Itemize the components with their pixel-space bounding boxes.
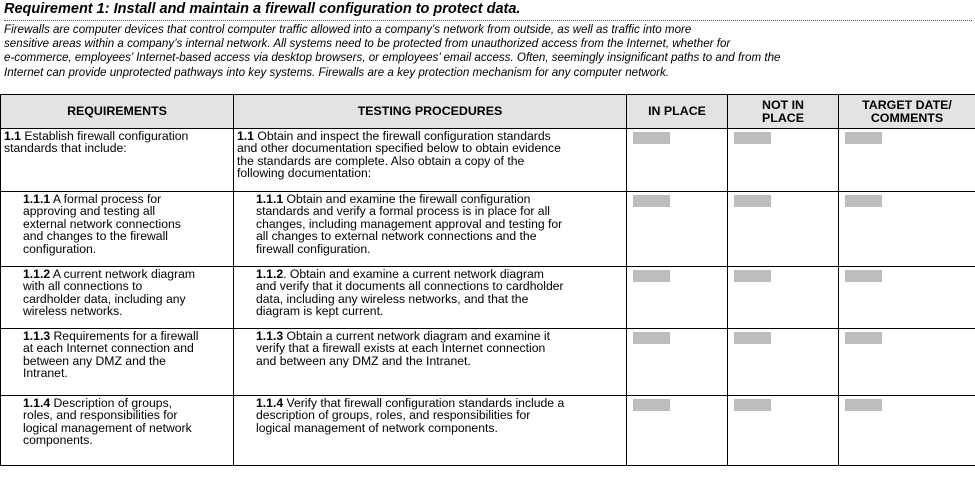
requirement-title: Requirement 1: Install and maintain a firewall configuration to protect data. bbox=[4, 0, 972, 21]
in-place-field[interactable] bbox=[633, 132, 670, 144]
requirement-text: Description of groups, bbox=[50, 396, 173, 410]
requirement-text: between any DMZ and the bbox=[23, 353, 166, 368]
header-target-date-comments bbox=[839, 95, 975, 129]
header-in-place: IN PLACE bbox=[627, 95, 728, 129]
target-date-field[interactable] bbox=[845, 132, 882, 144]
requirements-table bbox=[0, 94, 975, 466]
requirement-text: logical management of network bbox=[23, 420, 192, 435]
testing-procedure-cell bbox=[234, 267, 627, 329]
intro-line: Internet can provide unprotected pathways into key systems. Firewalls are a key protection mechanism for any computer network. bbox=[4, 65, 670, 79]
requirement-text: and changes to the firewall bbox=[23, 229, 168, 244]
requirement-text: external network connections bbox=[23, 216, 181, 231]
requirement-cell bbox=[1, 267, 234, 329]
procedure-text: firewall configuration. bbox=[256, 241, 371, 256]
target-date-cell[interactable] bbox=[839, 192, 975, 267]
requirement-text: at each Internet connection and bbox=[23, 341, 194, 356]
procedure-text: all changes to external network connections and the bbox=[256, 229, 537, 244]
not-in-place-cell[interactable] bbox=[728, 329, 839, 396]
procedure-number: 1.1.4 bbox=[256, 396, 284, 410]
procedure-text: . Obtain and examine a current network diagram bbox=[283, 267, 544, 281]
procedure-text: the standards are complete. Also obtain a copy of the bbox=[237, 153, 525, 168]
requirement-text: with all connections to bbox=[23, 279, 143, 294]
not-in-place-cell[interactable] bbox=[728, 129, 839, 192]
procedure-text: data, including any wireless networks, and that the bbox=[256, 291, 529, 306]
requirement-text: Requirements for a firewall bbox=[50, 329, 199, 343]
not-in-place-field[interactable] bbox=[734, 332, 771, 344]
requirement-number: 1.1.2 bbox=[23, 267, 51, 281]
requirement-number: 1.1.1 bbox=[23, 192, 51, 206]
header-testing-procedures: TESTING PROCEDURES bbox=[234, 95, 627, 129]
requirement-text: approving and testing all bbox=[23, 204, 156, 219]
requirement-number: 1.1.3 bbox=[23, 329, 51, 343]
in-place-field[interactable] bbox=[633, 270, 670, 282]
target-date-cell[interactable] bbox=[839, 267, 975, 329]
header-not-in-place bbox=[728, 95, 839, 129]
in-place-field[interactable] bbox=[633, 332, 670, 344]
testing-procedure-cell bbox=[234, 396, 627, 466]
procedure-text: Obtain a current network diagram and examine it bbox=[283, 329, 551, 343]
target-date-field[interactable] bbox=[845, 270, 882, 282]
not-in-place-field[interactable] bbox=[734, 399, 771, 411]
requirement-number: 1.1 bbox=[4, 129, 21, 143]
procedure-number: 1.1 bbox=[237, 129, 254, 143]
table-row bbox=[1, 192, 975, 267]
procedure-text: and other documentation specified below to obtain evidence bbox=[237, 141, 561, 156]
header-target-line: COMMENTS bbox=[870, 110, 944, 125]
procedure-text: Obtain and examine the firewall configuration bbox=[283, 192, 531, 206]
in-place-cell[interactable] bbox=[627, 396, 728, 466]
procedure-number: 1.1.1 bbox=[256, 192, 284, 206]
intro-line: sensitive areas within a company’s internal network. All systems need to be protected from unauthorized access from the Internet, whether for bbox=[4, 37, 731, 51]
not-in-place-field[interactable] bbox=[734, 270, 771, 282]
requirement-cell bbox=[1, 129, 234, 192]
requirement-text: Establish firewall configuration bbox=[20, 129, 189, 143]
intro-line: Firewalls are computer devices that control computer traffic allowed into a company’s network from outside, as well as traffic into more bbox=[4, 23, 692, 36]
in-place-cell[interactable] bbox=[627, 329, 728, 396]
requirement-text: standards that include: bbox=[4, 141, 127, 156]
procedure-number: 1.1.3 bbox=[256, 329, 284, 343]
in-place-field[interactable] bbox=[633, 195, 670, 207]
procedure-text: description of groups, roles, and responsibilities for bbox=[256, 408, 531, 423]
table-row bbox=[1, 329, 975, 396]
procedure-text: and verify that it documents all connections to cardholder bbox=[256, 279, 564, 294]
in-place-field[interactable] bbox=[633, 399, 670, 411]
table-row bbox=[1, 396, 975, 466]
requirement-text: roles, and responsibilities for bbox=[23, 408, 178, 423]
not-in-place-cell[interactable] bbox=[728, 396, 839, 466]
not-in-place-cell[interactable] bbox=[728, 267, 839, 329]
not-in-place-field[interactable] bbox=[734, 132, 771, 144]
table-header-row bbox=[1, 95, 975, 129]
header-not-in-place-line: PLACE bbox=[762, 110, 804, 125]
table-row bbox=[1, 129, 975, 192]
testing-procedure-cell bbox=[234, 192, 627, 267]
procedure-text: standards and verify a formal process is in place for all bbox=[256, 204, 550, 219]
intro-paragraph bbox=[4, 23, 970, 80]
procedure-text: diagram is kept current. bbox=[256, 304, 384, 319]
requirement-text: A formal process for bbox=[50, 192, 162, 206]
target-date-cell[interactable] bbox=[839, 396, 975, 466]
requirement-text: cardholder data, including any bbox=[23, 291, 186, 306]
in-place-cell[interactable] bbox=[627, 192, 728, 267]
in-place-cell[interactable] bbox=[627, 129, 728, 192]
procedure-text: verify that a firewall exists at each Internet connection bbox=[256, 341, 546, 356]
target-date-field[interactable] bbox=[845, 195, 882, 207]
procedure-number: 1.1.2 bbox=[256, 267, 284, 281]
requirement-number: 1.1.4 bbox=[23, 396, 51, 410]
not-in-place-cell[interactable] bbox=[728, 192, 839, 267]
not-in-place-field[interactable] bbox=[734, 195, 771, 207]
procedure-text: Obtain and inspect the firewall configuration standards bbox=[253, 129, 551, 143]
requirement-text: wireless networks. bbox=[23, 304, 123, 319]
header-target-line: TARGET DATE/ bbox=[862, 97, 952, 112]
header-requirements: REQUIREMENTS bbox=[1, 95, 234, 129]
requirement-text: Intranet. bbox=[23, 366, 68, 381]
requirement-text: A current network diagram bbox=[50, 267, 196, 281]
procedure-text: logical management of network components. bbox=[256, 420, 498, 435]
procedure-text: changes, including management approval and testing for bbox=[256, 216, 563, 231]
header-not-in-place-line: NOT IN bbox=[762, 97, 804, 112]
requirement-cell bbox=[1, 329, 234, 396]
target-date-cell[interactable] bbox=[839, 129, 975, 192]
requirement-cell bbox=[1, 396, 234, 466]
procedure-text: Verify that firewall configuration standards include a bbox=[283, 396, 565, 410]
intro-line: e-commerce, employees’ Internet-based access via desktop browsers, or employees’ email access. Often, seemingly insignificant paths to and from the bbox=[4, 51, 781, 65]
target-date-field[interactable] bbox=[845, 332, 882, 344]
table-row bbox=[1, 267, 975, 329]
requirement-cell bbox=[1, 192, 234, 267]
target-date-cell[interactable] bbox=[839, 329, 975, 396]
procedure-text: following documentation: bbox=[237, 166, 372, 181]
testing-procedure-cell bbox=[234, 129, 627, 192]
in-place-cell[interactable] bbox=[627, 267, 728, 329]
requirement-text: components. bbox=[23, 433, 93, 448]
target-date-field[interactable] bbox=[845, 399, 882, 411]
procedure-text: and between any DMZ and the Intranet. bbox=[256, 353, 471, 368]
requirement-text: configuration. bbox=[23, 241, 97, 256]
testing-procedure-cell bbox=[234, 329, 627, 396]
